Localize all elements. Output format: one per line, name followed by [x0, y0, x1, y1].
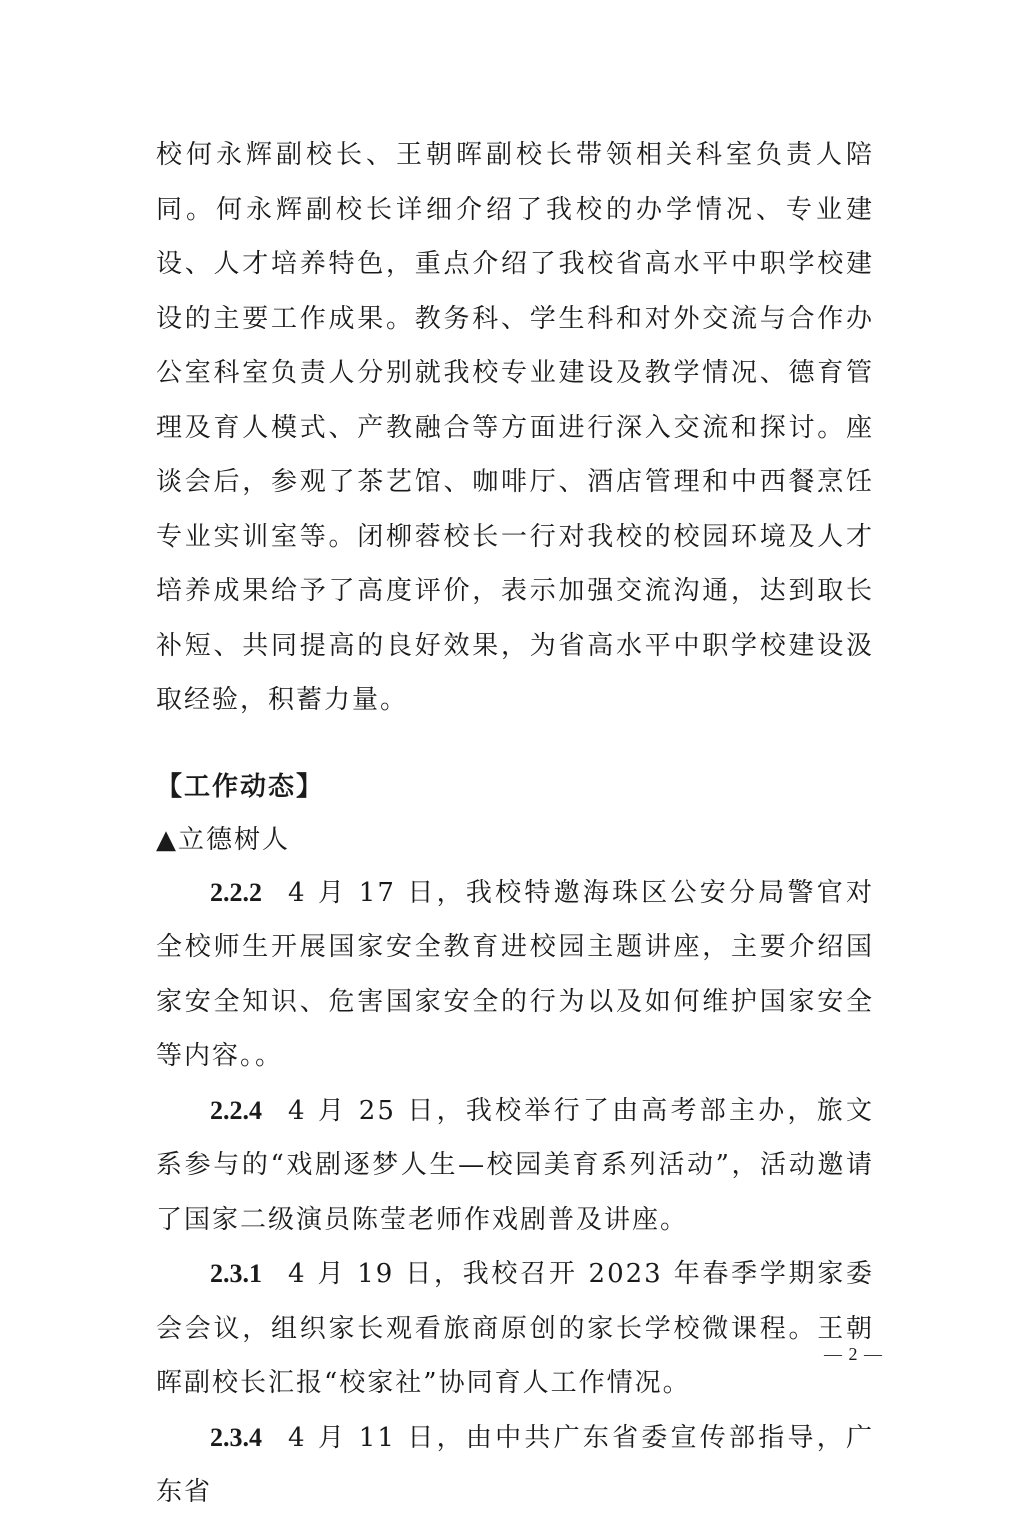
- item-number: 2.3.1: [210, 1259, 262, 1288]
- news-item: [156, 1084, 874, 1248]
- item-number: 2.3.4: [210, 1422, 262, 1452]
- subheading: ▲立德树人: [156, 824, 290, 855]
- news-item: [156, 1411, 874, 1520]
- document-page: [156, 128, 874, 1520]
- news-item: [156, 1247, 874, 1411]
- intro-paragraph: 校何永辉副校长、王朝晖副校长带领相关科室负责人陪同。何永辉副校长详细介绍了我校的办学情况、专业建设、人才培养特色，重点介绍了我校省高水平中职学校建设的主要工作成果。教务科、学生科和对外交流与合作办公室科室负责人分别就我校专业建设及教学情况、德育管理及育人模式、产教融合等方面进行深入交流和探讨。座谈会后，参观了茶艺馆、咖啡厅、酒店管理和中西餐烹饪专业实训室等。闭柳蓉校长一行对我校的校园环境及人才培养成果给予了高度评价，表示加强交流沟通，达到取长补短、共同提高的良好效果，为省高水平中职学校建设汲取经验，积蓄力量。: [156, 140, 874, 715]
- item-number: 2.2.2: [210, 877, 262, 907]
- section-heading: 【工作动态】: [156, 771, 325, 802]
- item-text: 4 月 25 日，我校举行了由高考部主办，旅文系参与的“戏剧逐梦人生—校园美育系列活动”，活动邀请了国家二级演员陈莹老师作戏剧普及讲座。: [156, 1095, 874, 1235]
- section-spacer: [156, 728, 874, 760]
- news-item: [156, 866, 874, 1084]
- item-number: 2.2.4: [210, 1095, 262, 1125]
- item-text: 4 月 11 日，由中共广东省委宣传部指导，广东省: [156, 1422, 874, 1507]
- item-text: 4 月 17 日，我校特邀海珠区公安分局警官对全校师生开展国家安全教育进校园主题讲座，主要介绍国家安全知识、危害国家安全的行为以及如何维护国家安全等内容。。: [156, 877, 874, 1071]
- page-number: — 2 —: [824, 1344, 883, 1364]
- item-text: 4 月 19 日，我校召开 2023 年春季学期家委会会议，组织家长观看旅商原创的家长学校微课程。王朝晖副校长汇报“校家社”协同育人工作情况。: [156, 1259, 874, 1398]
